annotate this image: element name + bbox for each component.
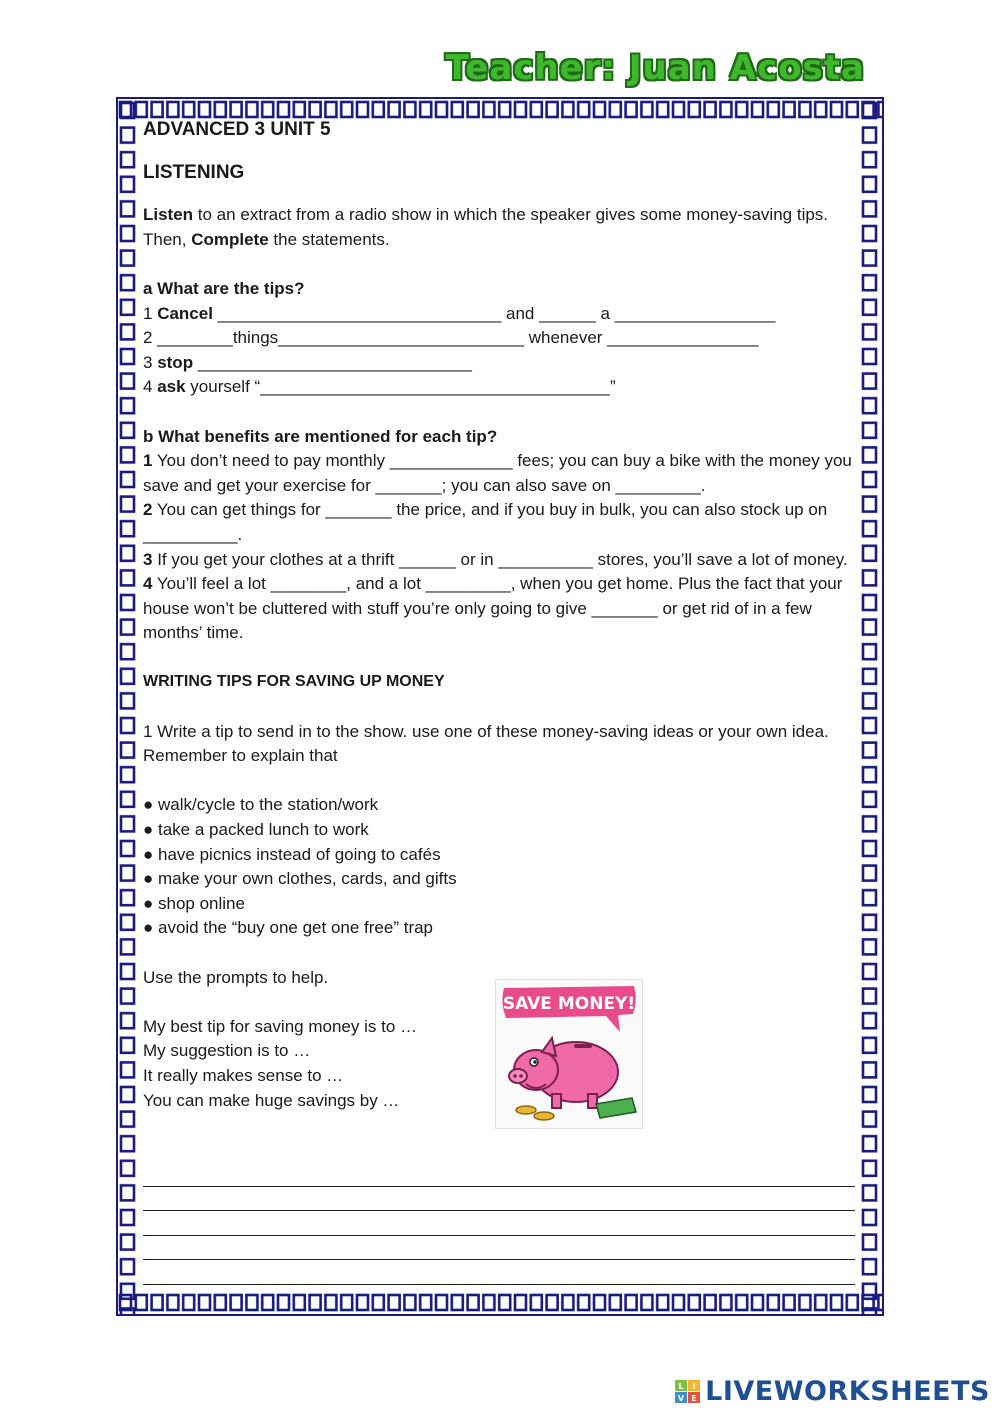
idea-bullet: ● have picnics instead of going to cafés xyxy=(143,843,859,868)
part-b-item[interactable]: 1 You don’t need to pay monthly _____________ fees; you can buy a bike with the money you save and get your exercise for _______; you can also save on _________. xyxy=(143,451,852,495)
part-b-item[interactable]: 2 You can get things for _______ the price, and if you buy in bulk, you can also stock up on __________. xyxy=(143,500,828,544)
svg-text:V: V xyxy=(678,1393,685,1403)
part-b-item[interactable]: 4 You’ll feel a lot ________, and a lot _________, when you get home. Plus the fact that your house won’t be cluttered with stuff you’re only going to give _______ or get rid of in a few months’ time. xyxy=(143,574,843,643)
svg-text:L: L xyxy=(678,1381,684,1391)
part-a-item[interactable]: 4 ask yourself “_____________________________________” xyxy=(143,377,616,397)
worksheet-content xyxy=(143,118,859,1113)
coin xyxy=(516,1106,536,1114)
svg-text:I: I xyxy=(692,1381,696,1391)
writing-task: 1 Write a tip to send in to the show. use one of these money-saving ideas or your own idea. Remember to explain that xyxy=(143,721,829,766)
part-a-item[interactable]: 1 Cancel ______________________________ and ______ a _________________ xyxy=(143,303,776,323)
cash-bills xyxy=(596,1098,636,1118)
part-a-heading: a What are the tips? xyxy=(143,278,305,298)
worksheet-title: ADVANCED 3 UNIT 5 xyxy=(143,119,331,140)
listening-instructions: Listen to an extract from a radio show in which the speaker gives some money-saving tips. Then, Complete the statements. xyxy=(143,205,829,249)
border-pattern-bottom xyxy=(118,1292,882,1314)
prompt-line: You can make huge savings by … xyxy=(143,1090,400,1110)
prompt-line: My suggestion is to … xyxy=(143,1041,311,1061)
speech-bubble-text: SAVE MONEY! xyxy=(502,994,636,1014)
footer-brand xyxy=(675,1376,990,1407)
border-pattern-right xyxy=(860,99,882,1314)
prompt-line: It really makes sense to … xyxy=(143,1065,344,1085)
pig-snout xyxy=(509,1069,527,1083)
answer-writing-lines[interactable] xyxy=(143,1162,855,1285)
answer-line[interactable] xyxy=(143,1162,855,1187)
prompts-intro: Use the prompts to help. xyxy=(143,967,329,987)
coin-slot xyxy=(574,1044,592,1048)
idea-bullet: ● shop online xyxy=(143,892,859,917)
answer-line[interactable] xyxy=(143,1260,855,1285)
liveworksheets-logo-icon xyxy=(675,1380,701,1404)
coin xyxy=(534,1112,554,1120)
liveworksheets-brand-text: LIVEWORKSHEETS xyxy=(705,1376,990,1407)
border-pattern-left xyxy=(118,99,140,1314)
part-b-heading: b What benefits are mentioned for each tip? xyxy=(143,426,498,446)
teacher-name-heading: Teacher: Juan Acosta xyxy=(445,48,865,88)
pig-ear xyxy=(542,1038,556,1056)
answer-line[interactable] xyxy=(143,1187,855,1212)
writing-heading: WRITING TIPS FOR SAVING UP MONEY xyxy=(143,673,445,691)
listening-heading: LISTENING xyxy=(143,161,245,183)
part-a-item[interactable]: 2 ________things__________________________ whenever ________________ xyxy=(143,328,759,348)
svg-text:E: E xyxy=(691,1393,697,1403)
idea-bullet: ● make your own clothes, cards, and gifts xyxy=(143,867,859,892)
part-a-item[interactable]: 3 stop _____________________________ xyxy=(143,352,472,372)
piggy-bank-illustration xyxy=(495,979,643,1129)
idea-bullet: ● avoid the “buy one get one free” trap xyxy=(143,916,859,941)
idea-bullet: ● take a packed lunch to work xyxy=(143,818,859,843)
part-b-item[interactable]: 3 If you get your clothes at a thrift ______ or in __________ stores, you’ll save a lot of money. xyxy=(143,549,848,569)
answer-line[interactable] xyxy=(143,1236,855,1261)
idea-bullet: ● walk/cycle to the station/work xyxy=(143,793,859,818)
answer-line[interactable] xyxy=(143,1211,855,1236)
prompt-line: My best tip for saving money is to … xyxy=(143,1016,417,1036)
